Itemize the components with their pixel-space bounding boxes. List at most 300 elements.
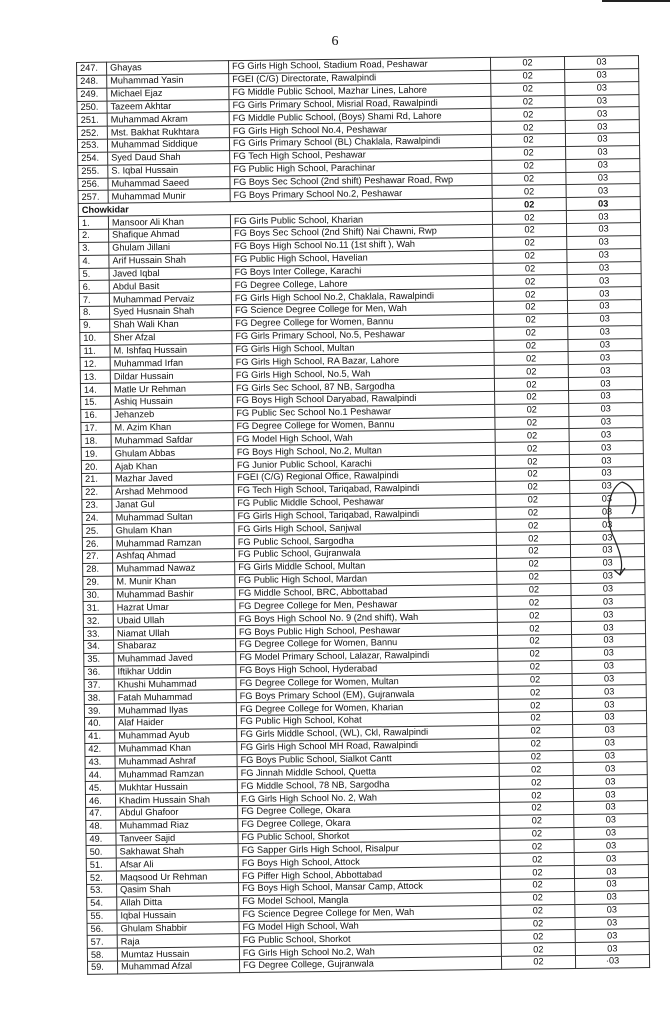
value-a-cell: 02 — [495, 468, 569, 482]
value-b-cell: 03 — [570, 518, 644, 532]
school-cell: FG Model High School, Wah — [233, 430, 495, 446]
school-cell: FG Boys High School No. 9 (2nd shift), Wah — [235, 610, 497, 626]
value-b-cell: 03 — [570, 505, 644, 519]
value-a-cell: 02 — [494, 326, 568, 340]
name-cell: Abdul Basit — [109, 279, 231, 293]
value-a-cell: 02 — [497, 557, 571, 571]
value-b-cell: 03 — [565, 120, 639, 134]
school-cell: FG Science Degree College for Men, Wah — [239, 905, 501, 921]
value-b-cell: 03 — [574, 826, 648, 840]
name-cell: Muhammad Sultan — [112, 510, 234, 524]
name-cell: Ghulam Khan — [112, 523, 234, 537]
value-a-cell: 02 — [494, 313, 568, 327]
school-cell: FG Middle School, BRC, Abbottabad — [235, 584, 497, 600]
value-b-cell: 03 — [575, 903, 649, 917]
serial-number-cell: 11. — [80, 345, 110, 358]
value-a-cell: 02 — [498, 712, 572, 726]
school-cell: FG Boys High School, Hyderabad — [236, 661, 498, 677]
name-cell: Shabaraz — [114, 639, 236, 653]
school-cell: FG Girls High School, Stadium Road, Peshawar — [228, 57, 490, 73]
value-a-cell: 02 — [499, 789, 573, 803]
name-cell: Khushi Muhammad — [114, 677, 236, 691]
name-cell: Janat Gul — [112, 497, 234, 511]
value-b-cell: 03 — [570, 492, 644, 506]
value-a-cell: 02 — [496, 519, 570, 533]
name-cell: Tazeem Akhtar — [107, 99, 229, 113]
serial-number-cell: 43. — [85, 756, 115, 769]
table-body-previous-section — [77, 56, 641, 204]
value-a-cell: 02 — [495, 403, 569, 417]
name-cell: S. Iqbal Hussain — [108, 163, 230, 177]
name-cell: M. Ishfaq Hussain — [110, 343, 232, 357]
school-cell: FG Boys Sec School (2nd Shift) Nai Chawni, Rwp — [231, 224, 493, 240]
serial-number-cell: 3. — [79, 242, 109, 255]
handwritten-bracket-mark — [600, 478, 650, 578]
value-b-cell: 03 — [568, 351, 642, 365]
value-a-cell: 02 — [500, 814, 574, 828]
name-cell: Muhammad Yasin — [107, 73, 229, 87]
name-cell: Syed Daud Shah — [108, 151, 230, 165]
serial-number-cell: 37. — [84, 679, 114, 692]
value-a-cell: 02 — [500, 801, 574, 815]
value-b-cell: 03 — [568, 325, 642, 339]
serial-number-cell: 55. — [87, 910, 117, 923]
name-cell: Iqbal Hussain — [117, 908, 239, 922]
value-a-cell: 02 — [495, 442, 569, 456]
school-cell: FG Boys High School, Attock — [238, 854, 500, 870]
serial-number-cell: 249. — [77, 88, 107, 101]
serial-number-cell: 52. — [86, 871, 116, 884]
value-b-cell: 03 — [575, 878, 649, 892]
name-cell: Maqsood Ur Rehman — [116, 870, 238, 884]
value-b-cell: 03 — [575, 916, 649, 930]
value-b-cell: 03 — [571, 595, 645, 609]
serial-number-cell: 40. — [85, 717, 115, 730]
school-cell: FG Boys High School, No.2, Multan — [233, 443, 495, 459]
name-cell: Jehanzeb — [111, 407, 233, 421]
school-cell: FGEI (C/G) Regional Office, Rawalpindi — [234, 468, 496, 484]
value-a-cell: 02 — [491, 69, 565, 83]
name-cell: Muhammad Nawaz — [113, 562, 235, 576]
value-b-cell: 03 — [571, 621, 645, 635]
name-cell: Muhammad Khan — [115, 741, 237, 755]
value-b-cell: 03 — [573, 775, 647, 789]
serial-number-cell: 36. — [84, 666, 114, 679]
school-cell: FG Middle Public School, (Boys) Shami Rd, Lahore — [229, 109, 491, 125]
school-cell: FG Girls Public School, Kharian — [230, 212, 492, 228]
school-cell: FG Boys Primary School (EM), Gujranwala — [236, 687, 498, 703]
serial-number-cell: 8. — [79, 306, 109, 319]
name-cell: Abdul Ghafoor — [116, 806, 238, 820]
name-cell: Ubaid Ullah — [113, 613, 235, 627]
value-b-cell: 03 — [570, 479, 644, 493]
serial-number-cell: 27. — [82, 550, 112, 563]
value-a-cell: 02 — [491, 95, 565, 109]
value-b-cell: 03 — [568, 338, 642, 352]
serial-number-cell: 250. — [77, 101, 107, 114]
value-a-cell: 02 — [492, 159, 566, 173]
value-a-cell: 02 — [498, 699, 572, 713]
value-a-cell: 02 — [492, 185, 566, 199]
school-cell: FG Public High School, Havelian — [231, 250, 493, 266]
value-a-cell: 02 — [501, 956, 575, 970]
serial-number-cell: 42. — [85, 743, 115, 756]
name-cell: Syed Husnain Shah — [109, 305, 231, 319]
name-cell: Afsar Ali — [116, 857, 238, 871]
school-cell: FG Jinnah Middle School, Quetta — [237, 764, 499, 780]
value-b-cell: ·03 — [575, 955, 649, 969]
school-cell: FG Degree College, Lahore — [231, 276, 493, 292]
school-cell: FG Boys Public School, Sialkot Cantt — [237, 751, 499, 767]
name-cell: Mazhar Javed — [112, 472, 234, 486]
value-b-cell: 03 — [567, 274, 641, 288]
value-a-cell: 02 — [500, 866, 574, 880]
serial-number-cell: 248. — [77, 75, 107, 88]
serial-number-cell: 49. — [86, 833, 116, 846]
serial-number-cell: 1. — [78, 216, 108, 229]
name-cell: Dildar Hussain — [110, 369, 232, 383]
serial-number-cell: 2. — [79, 229, 109, 242]
name-cell: Mukhtar Hussain — [115, 780, 237, 794]
value-a-cell: 02 — [491, 108, 565, 122]
serial-number-cell: 35. — [84, 653, 114, 666]
value-b-cell: 03 — [573, 762, 647, 776]
name-cell: Mumtaz Hussain — [117, 947, 239, 961]
value-b-cell: 03 — [570, 544, 644, 558]
value-b-cell: 03 — [571, 556, 645, 570]
name-cell: Ghulam Shabbir — [117, 921, 239, 935]
name-cell: Muhammad Safdar — [111, 433, 233, 447]
serial-number-cell: 53. — [87, 884, 117, 897]
school-cell: FG Middle School, 78 NB, Sargodha — [237, 777, 499, 793]
school-cell: FG Degree College, Okara — [238, 802, 500, 818]
value-b-cell: 03 — [566, 158, 640, 172]
section-value-b: 03 — [566, 197, 640, 211]
serial-number-cell: 44. — [85, 768, 115, 781]
serial-number-cell: 26. — [82, 537, 112, 550]
name-cell: Muhammad Irfan — [110, 356, 232, 370]
school-cell: FG Degree College for Women, Bannu — [236, 635, 498, 651]
serial-number-cell: 253. — [77, 139, 107, 152]
school-cell: FG Girls High School, Tariqabad, Rawalpindi — [234, 507, 496, 523]
serial-number-cell: 252. — [77, 126, 107, 139]
posting-table-wrapper — [76, 55, 649, 975]
name-cell: Muhammad Javed — [114, 651, 236, 665]
serial-number-cell: 6. — [79, 280, 109, 293]
value-b-cell: 03 — [572, 711, 646, 725]
serial-number-cell: 18. — [81, 435, 111, 448]
school-cell: FG Boys Primary School No.2, Peshawar — [230, 186, 492, 202]
school-cell: FG Public School, Shorkot — [238, 828, 500, 844]
school-cell: FGEI (C/G) Directorate, Rawalpindi — [229, 70, 491, 86]
school-cell: FG Degree College for Women, Bannu — [232, 314, 494, 330]
name-cell: Ashiq Hussain — [111, 395, 233, 409]
value-b-cell: 03 — [564, 56, 638, 70]
serial-number-cell: 30. — [83, 589, 113, 602]
value-b-cell: 03 — [572, 685, 646, 699]
school-cell: FG Public Middle School, Peshawar — [234, 494, 496, 510]
name-cell: Muhammad Akram — [107, 112, 229, 126]
value-b-cell: 03 — [572, 672, 646, 686]
school-cell: F.G Girls High School No. 2, Wah — [237, 789, 499, 805]
value-a-cell: 02 — [501, 917, 575, 931]
value-a-cell: 02 — [493, 275, 567, 289]
value-a-cell: 02 — [494, 378, 568, 392]
school-cell: FG Degree College for Women, Kharian — [236, 700, 498, 716]
serial-number-cell: 45. — [85, 781, 115, 794]
serial-number-cell: 251. — [77, 113, 107, 126]
value-b-cell: 03 — [569, 402, 643, 416]
value-a-cell: 02 — [494, 339, 568, 353]
serial-number-cell: 48. — [86, 820, 116, 833]
value-b-cell: 03 — [566, 146, 640, 160]
school-cell: FG Girls Middle School, (WL), Ckl, Rawalpindi — [237, 725, 499, 741]
value-b-cell: 03 — [573, 788, 647, 802]
value-a-cell: 02 — [492, 172, 566, 186]
value-a-cell: 02 — [491, 82, 565, 96]
value-b-cell: 03 — [571, 569, 645, 583]
serial-number-cell: 59. — [87, 961, 117, 974]
value-a-cell: 02 — [490, 57, 564, 71]
value-b-cell: 03 — [569, 390, 643, 404]
school-cell: FG Degree College, Okara — [238, 815, 500, 831]
name-cell: Qasim Shah — [117, 883, 239, 897]
serial-number-cell: 46. — [85, 794, 115, 807]
school-cell: FG Girls Primary School (BL) Chaklala, Rawalpindi — [229, 134, 491, 150]
value-b-cell: 03 — [575, 929, 649, 943]
serial-number-cell: 255. — [78, 165, 108, 178]
school-cell: FG Public High School, Kohat — [236, 712, 498, 728]
name-cell: Shah Wali Khan — [110, 317, 232, 331]
serial-number-cell: 10. — [80, 332, 110, 345]
value-a-cell: 02 — [494, 352, 568, 366]
name-cell: Alaf Haider — [115, 716, 237, 730]
name-cell: Arif Hussain Shah — [109, 253, 231, 267]
value-a-cell: 02 — [493, 223, 567, 237]
school-cell: FG Science Degree College for Men, Wah — [231, 301, 493, 317]
value-a-cell: 02 — [496, 480, 570, 494]
value-b-cell: 03 — [569, 428, 643, 442]
value-b-cell: 03 — [572, 646, 646, 660]
school-cell: FG Degree College for Women, Multan — [236, 674, 498, 690]
serial-number-cell: 17. — [81, 422, 111, 435]
value-a-cell: 02 — [498, 647, 572, 661]
serial-number-cell: 28. — [83, 563, 113, 576]
school-cell: FG Girls High School No.2, Chaklala, Rawalpindi — [231, 289, 493, 305]
school-cell: FG Girls Primary School, No.5, Peshawar — [232, 327, 494, 343]
school-cell: FG Public High School, Parachinar — [230, 160, 492, 176]
serial-number-cell: 19. — [81, 447, 111, 460]
value-b-cell: 03 — [565, 68, 639, 82]
name-cell: Muhammad Ayub — [115, 728, 237, 742]
school-cell: FG Piffer High School, Abbottabad — [238, 867, 500, 883]
school-cell: FG Boys High School, Mansar Camp, Attock — [239, 879, 501, 895]
value-a-cell: 02 — [496, 532, 570, 546]
value-a-cell: 02 — [498, 634, 572, 648]
school-cell: FG Junior Public School, Karachi — [233, 456, 495, 472]
value-a-cell: 02 — [496, 506, 570, 520]
serial-number-cell: 4. — [79, 255, 109, 268]
school-cell: FG Public School, Sargodha — [234, 533, 496, 549]
serial-number-cell: 254. — [78, 152, 108, 165]
name-cell: Arshad Mehmood — [112, 484, 234, 498]
serial-number-cell: 13. — [80, 370, 110, 383]
value-a-cell: 02 — [501, 930, 575, 944]
serial-number-cell: 25. — [82, 524, 112, 537]
name-cell: Sher Afzal — [110, 330, 232, 344]
value-b-cell: 03 — [575, 890, 649, 904]
school-cell: FG Girls Middle School, Multan — [235, 558, 497, 574]
value-b-cell: 03 — [566, 184, 640, 198]
name-cell: Muhammad Ilyas — [114, 703, 236, 717]
value-a-cell: 02 — [500, 827, 574, 841]
school-cell: FG Boys Inter College, Karachi — [231, 263, 493, 279]
posting-table — [76, 55, 650, 975]
value-a-cell: 02 — [495, 455, 569, 469]
value-b-cell: 03 — [568, 312, 642, 326]
name-cell: Shafique Ahmad — [109, 228, 231, 242]
value-b-cell: 03 — [566, 210, 640, 224]
serial-number-cell: 33. — [83, 627, 113, 640]
value-b-cell: 03 — [567, 223, 641, 237]
serial-number-cell: 24. — [82, 512, 112, 525]
value-a-cell: 02 — [491, 121, 565, 135]
value-a-cell: 02 — [499, 763, 573, 777]
name-cell: Matle Ur Rehman — [110, 382, 232, 396]
value-a-cell: 02 — [500, 840, 574, 854]
serial-number-cell: 16. — [81, 409, 111, 422]
school-cell: FG Public School, Shorkot — [239, 931, 501, 947]
serial-number-cell: 51. — [86, 858, 116, 871]
name-cell: Hazrat Umar — [113, 600, 235, 614]
value-a-cell: 02 — [499, 737, 573, 751]
section-value-a: 02 — [492, 198, 566, 212]
value-b-cell: 03 — [567, 287, 641, 301]
school-cell: FG Middle Public School, Mazhar Lines, Lahore — [229, 83, 491, 99]
value-b-cell: 03 — [566, 171, 640, 185]
value-b-cell: 03 — [565, 133, 639, 147]
serial-number-cell: 32. — [83, 614, 113, 627]
value-b-cell: 03 — [573, 736, 647, 750]
serial-number-cell: 9. — [80, 319, 110, 332]
value-a-cell: 02 — [495, 429, 569, 443]
serial-number-cell: 14. — [80, 383, 110, 396]
name-cell: Raja — [117, 934, 239, 948]
top-edge-line — [602, 0, 670, 2]
value-a-cell: 02 — [493, 301, 567, 315]
value-b-cell: 03 — [574, 801, 648, 815]
value-a-cell: 02 — [494, 365, 568, 379]
name-cell: Muhammad Ramzan — [115, 767, 237, 781]
value-a-cell: 02 — [501, 943, 575, 957]
serial-number-cell: 257. — [78, 191, 108, 204]
value-b-cell: 03 — [565, 94, 639, 108]
name-cell: Muhammad Siddique — [107, 138, 229, 152]
serial-number-cell: 21. — [82, 473, 112, 486]
value-a-cell: 02 — [498, 673, 572, 687]
name-cell: M. Azim Khan — [111, 420, 233, 434]
serial-number-cell: 34. — [84, 640, 114, 653]
serial-number-cell: 54. — [87, 897, 117, 910]
name-cell: Muhammad Ramzan — [112, 536, 234, 550]
serial-number-cell: 47. — [86, 807, 116, 820]
school-cell: FG Public High School, Mardan — [235, 571, 497, 587]
page-number: 6 — [331, 34, 339, 49]
serial-number-cell: 7. — [79, 293, 109, 306]
value-a-cell: 02 — [497, 609, 571, 623]
name-cell: Mst. Bakhat Rukhtara — [107, 125, 229, 139]
school-cell: FG Girls High School, Multan — [232, 340, 494, 356]
value-b-cell: 03 — [574, 839, 648, 853]
serial-number-cell: 5. — [79, 268, 109, 281]
name-cell: Allah Ditta — [117, 895, 239, 909]
school-cell: FG Girls High School No.4, Peshawar — [229, 122, 491, 138]
serial-number-cell: 247. — [77, 62, 107, 75]
name-cell: Khadim Hussain Shah — [115, 793, 237, 807]
value-b-cell: 03 — [569, 454, 643, 468]
name-cell: Niamat Ullah — [113, 626, 235, 640]
value-b-cell: 03 — [565, 81, 639, 95]
name-cell: Muhammad Saeed — [108, 176, 230, 190]
value-b-cell: 03 — [568, 377, 642, 391]
school-cell: FG Boys High School No.11 (1st shift ), Wah — [231, 237, 493, 253]
school-cell: FG Girls High School, No.5, Wah — [232, 366, 494, 382]
name-cell: Ghayas — [107, 61, 229, 75]
value-a-cell: 02 — [497, 596, 571, 610]
value-a-cell: 02 — [501, 904, 575, 918]
school-cell: FG Girls Sec School, 87 NB, Sargodha — [232, 379, 494, 395]
school-cell: FG Degree College for Men, Peshawar — [235, 597, 497, 613]
value-a-cell: 02 — [497, 583, 571, 597]
value-a-cell: 02 — [493, 249, 567, 263]
value-a-cell: 02 — [497, 570, 571, 584]
value-b-cell: 03 — [571, 608, 645, 622]
value-a-cell: 02 — [493, 288, 567, 302]
name-cell: Ajab Khan — [111, 459, 233, 473]
value-b-cell: 03 — [574, 813, 648, 827]
name-cell: Iftikhar Uddin — [114, 664, 236, 678]
school-cell: FG Boys Public High School, Peshawar — [235, 623, 497, 639]
value-b-cell: 03 — [567, 300, 641, 314]
value-b-cell: 03 — [573, 723, 647, 737]
value-b-cell: 03 — [572, 659, 646, 673]
name-cell: Ghulam Abbas — [111, 446, 233, 460]
value-a-cell: 02 — [492, 211, 566, 225]
serial-number-cell: 15. — [81, 396, 111, 409]
school-cell: FG Girls High School No.2, Wah — [239, 944, 501, 960]
value-a-cell: 02 — [496, 545, 570, 559]
serial-number-cell: 31. — [83, 602, 113, 615]
serial-number-cell: 20. — [81, 460, 111, 473]
value-a-cell: 02 — [501, 891, 575, 905]
value-a-cell: 02 — [493, 262, 567, 276]
school-cell: FG Tech High School, Tariqabad, Rawalpindi — [234, 481, 496, 497]
serial-number-cell: 29. — [83, 576, 113, 589]
serial-number-cell: 56. — [87, 923, 117, 936]
value-a-cell: 02 — [495, 416, 569, 430]
name-cell: Ashfaq Ahmad — [112, 549, 234, 563]
section-title: Chowkidar — [78, 199, 492, 217]
serial-number-cell: 57. — [87, 935, 117, 948]
value-a-cell: 02 — [499, 724, 573, 738]
name-cell: Muhammad Bashir — [113, 587, 235, 601]
value-b-cell: 03 — [574, 865, 648, 879]
value-a-cell: 02 — [493, 236, 567, 250]
table-body-chowkidar — [78, 210, 649, 975]
name-cell: Muhammad Munir — [108, 189, 230, 203]
name-cell: Muhammad Riaz — [116, 818, 238, 832]
name-cell: Muhammad Ashraf — [115, 754, 237, 768]
